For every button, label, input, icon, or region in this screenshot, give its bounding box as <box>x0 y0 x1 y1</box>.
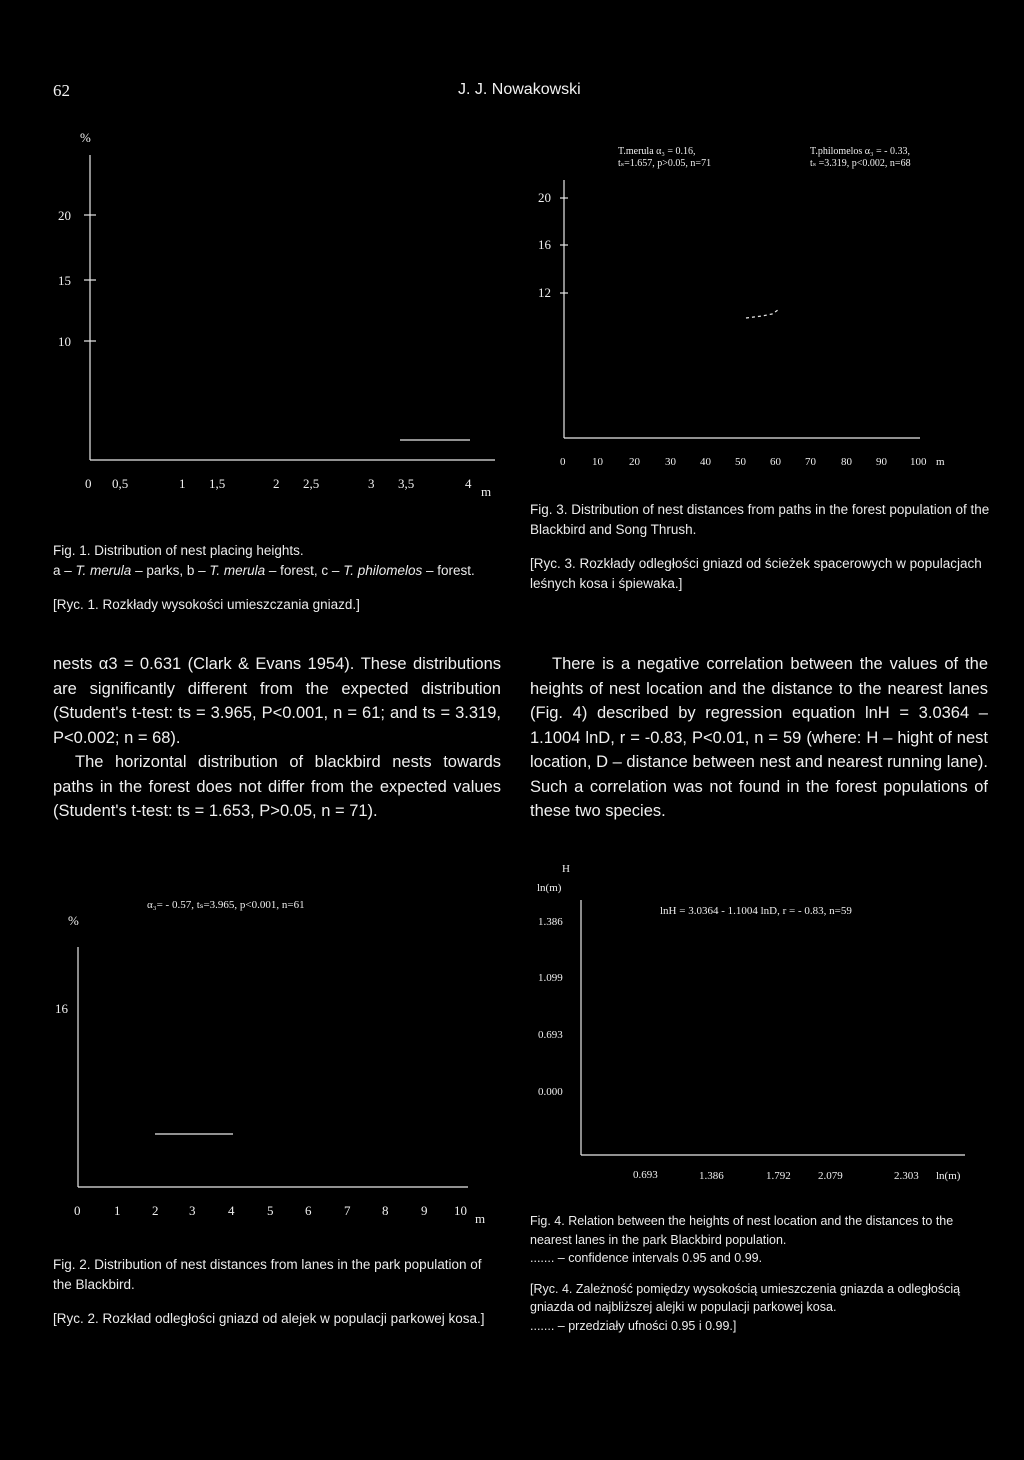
fig4-y-tick-label: 1.386 <box>538 916 563 928</box>
fig4-x-tick-label: 2.303 <box>894 1170 919 1182</box>
fig3-x-ticks <box>560 456 945 468</box>
fig1-y-tick-label: 15 <box>58 273 71 288</box>
fig2-y-tick-label: 16 <box>55 1001 68 1016</box>
fig1-x-tick-label: 0 <box>85 476 92 491</box>
fig3-x-tick-label: 80 <box>841 456 852 468</box>
fig4-caption-english: Fig. 4. Relation between the heights of nest location and the distances to the nearest lanes in the park Blackbird population. <box>530 1214 954 1247</box>
fig3-x-tick-label: 90 <box>876 456 887 468</box>
fig1-y-tick-label: 10 <box>58 334 71 349</box>
fig3-caption-english: Fig. 3. Distribution of nest distances from paths in the forest population of the Blackbird and Song Thrush. <box>530 502 990 537</box>
running-head-author: J. J. Nowakowski <box>458 81 581 98</box>
fig1-y-unit: % <box>80 130 91 145</box>
fig3-note-philomelos-2: tₛ =3.319, p<0.002, n=68 <box>810 158 911 169</box>
figure-2-caption <box>53 1255 501 1329</box>
fig4-caption-polish-legend: ....... – przedziały ufności 0.95 i 0.99.] <box>530 1318 737 1333</box>
fig1-x-ticks <box>85 476 491 499</box>
fig2-x-tick-label: 7 <box>344 1203 351 1218</box>
fig3-series-line <box>746 310 778 318</box>
fig2-x-tick-label: 5 <box>267 1203 274 1218</box>
fig1-x-unit: m <box>481 484 492 499</box>
figure-3-plot <box>510 140 980 480</box>
fig3-caption-polish: [Ryc. 3. Rozkłady odległości gniazd od ścieżek spacerowych w populacjach leśnych kosa i śpiewaka.] <box>530 556 982 591</box>
fig2-x-tick-label: 0 <box>74 1203 81 1218</box>
figure-4-caption <box>530 1212 990 1335</box>
fig4-x-tick-label: 1.386 <box>699 1170 724 1182</box>
page-number: 62 <box>53 81 70 100</box>
fig1-caption-legend: a – T. merula – parks, b – T. merula – forest, c – T. philomelos – forest. <box>53 563 475 578</box>
paragraph: The horizontal distribution of blackbird nests towards paths in the forest does not differ from the expected values (Student's t-test: ts = 1.653, P>0.05, n = 71). <box>53 753 501 820</box>
fig3-x-unit: m <box>936 456 945 468</box>
fig4-y-label-unit: ln(m) <box>537 882 562 894</box>
fig1-x-tick-label: 0,5 <box>112 476 129 491</box>
figure-1-plot <box>0 120 510 500</box>
fig4-y-tick-label: 0.693 <box>538 1029 563 1041</box>
fig1-y-tick-label: 20 <box>58 208 71 223</box>
fig4-y-label-h: H <box>562 863 570 875</box>
fig3-y-tick-label: 12 <box>538 285 551 300</box>
fig1-caption-title: Fig. 1. Distribution of nest placing heights. <box>53 543 304 558</box>
fig2-x-tick-label: 3 <box>189 1203 196 1218</box>
body-text-left <box>53 652 501 824</box>
fig2-x-tick-label: 8 <box>382 1203 389 1218</box>
fig3-note-merula-1: T.merula α₃ = 0.16, <box>618 146 696 157</box>
fig2-x-tick-label: 9 <box>421 1203 428 1218</box>
figure-1-caption <box>53 541 513 615</box>
fig4-x-tick-label: 2.079 <box>818 1170 843 1182</box>
fig4-x-tick-label: 1.792 <box>766 1170 791 1182</box>
fig3-x-tick-label: 40 <box>700 456 711 468</box>
fig4-caption-legend: ....... – confidence intervals 0.95 and 0.99. <box>530 1251 763 1265</box>
fig2-x-unit: m <box>475 1211 486 1226</box>
fig2-caption-english: Fig. 2. Distribution of nest distances from lanes in the park population of the Blackbird. <box>53 1257 482 1292</box>
fig1-x-tick-label: 3,5 <box>398 476 415 491</box>
fig3-x-tick-label: 20 <box>629 456 640 468</box>
fig4-x-tick-label: 0.693 <box>633 1169 658 1181</box>
fig2-x-tick-label: 6 <box>305 1203 312 1218</box>
fig3-x-tick-label: 70 <box>805 456 816 468</box>
figure-2-plot <box>0 885 510 1230</box>
fig4-equation: lnH = 3.0364 - 1.1004 lnD, r = - 0.83, n=59 <box>660 905 852 917</box>
fig3-y-tick-label: 20 <box>538 190 551 205</box>
fig4-y-tick-label: 1.099 <box>538 972 563 984</box>
fig3-x-tick-label: 30 <box>665 456 676 468</box>
figure-4-plot <box>510 855 990 1185</box>
fig4-x-unit: ln(m) <box>936 1170 961 1182</box>
fig2-x-ticks <box>74 1203 485 1226</box>
fig2-y-unit: % <box>68 913 79 928</box>
fig1-caption-polish: [Ryc. 1. Rozkłady wysokości umieszczania gniazd.] <box>53 597 360 612</box>
fig3-note-merula-2: tₛ=1.657, p>0.05, n=71 <box>618 158 712 169</box>
fig4-x-ticks <box>633 1169 961 1182</box>
fig4-caption-polish: [Ryc. 4. Zależność pomiędzy wysokością umieszczenia gniazda a odległością gniazda od najbliższej alejki w populacji parkowej kosa. <box>530 1281 961 1314</box>
fig3-x-tick-label: 100 <box>910 456 927 468</box>
fig1-x-tick-label: 1,5 <box>209 476 226 491</box>
fig3-x-tick-label: 0 <box>560 456 566 468</box>
fig1-x-tick-label: 3 <box>368 476 375 491</box>
fig2-x-tick-label: 4 <box>228 1203 235 1218</box>
paragraph: nests α3 = 0.631 (Clark & Evans 1954). These distributions are significantly different from the expected distribution (Student's t-test: ts = 3.965, P<0.001, n = 61; and ts = 3.319, P<0.002; n = 68). <box>53 655 501 747</box>
fig2-note: α₃= - 0.57, tₛ=3.965, p<0.001, n=61 <box>147 899 305 911</box>
fig4-y-tick-label: 0.000 <box>538 1086 563 1098</box>
fig3-x-tick-label: 50 <box>735 456 746 468</box>
fig3-y-tick-label: 16 <box>538 237 551 252</box>
fig1-x-tick-label: 1 <box>179 476 186 491</box>
fig2-x-tick-label: 2 <box>152 1203 159 1218</box>
paragraph: There is a negative correlation between the values of the heights of nest location and the distance to the nearest lanes (Fig. 4) described by regression equation lnH = 3.0364 – 1.1004 lnD, r = -0.83, P<0.01, n = 59 (where: H – hight of nest location, D – distance between nest and nearest running lane). Such a correlation was not found in the forest populations of these two species. <box>530 655 988 820</box>
fig3-x-tick-label: 60 <box>770 456 781 468</box>
fig1-x-tick-label: 2,5 <box>303 476 320 491</box>
figure-3-caption <box>530 500 990 594</box>
fig1-x-tick-label: 2 <box>273 476 280 491</box>
fig1-x-tick-label: 4 <box>465 476 472 491</box>
fig2-x-tick-label: 1 <box>114 1203 121 1218</box>
body-text-right <box>530 652 988 824</box>
fig2-caption-polish: [Ryc. 2. Rozkład odległości gniazd od alejek w populacji parkowej kosa.] <box>53 1311 485 1326</box>
fig2-x-tick-label: 10 <box>454 1203 467 1218</box>
fig3-x-tick-label: 10 <box>592 456 603 468</box>
fig3-note-philomelos-1: T.philomelos α₃ = - 0.33, <box>810 146 911 157</box>
